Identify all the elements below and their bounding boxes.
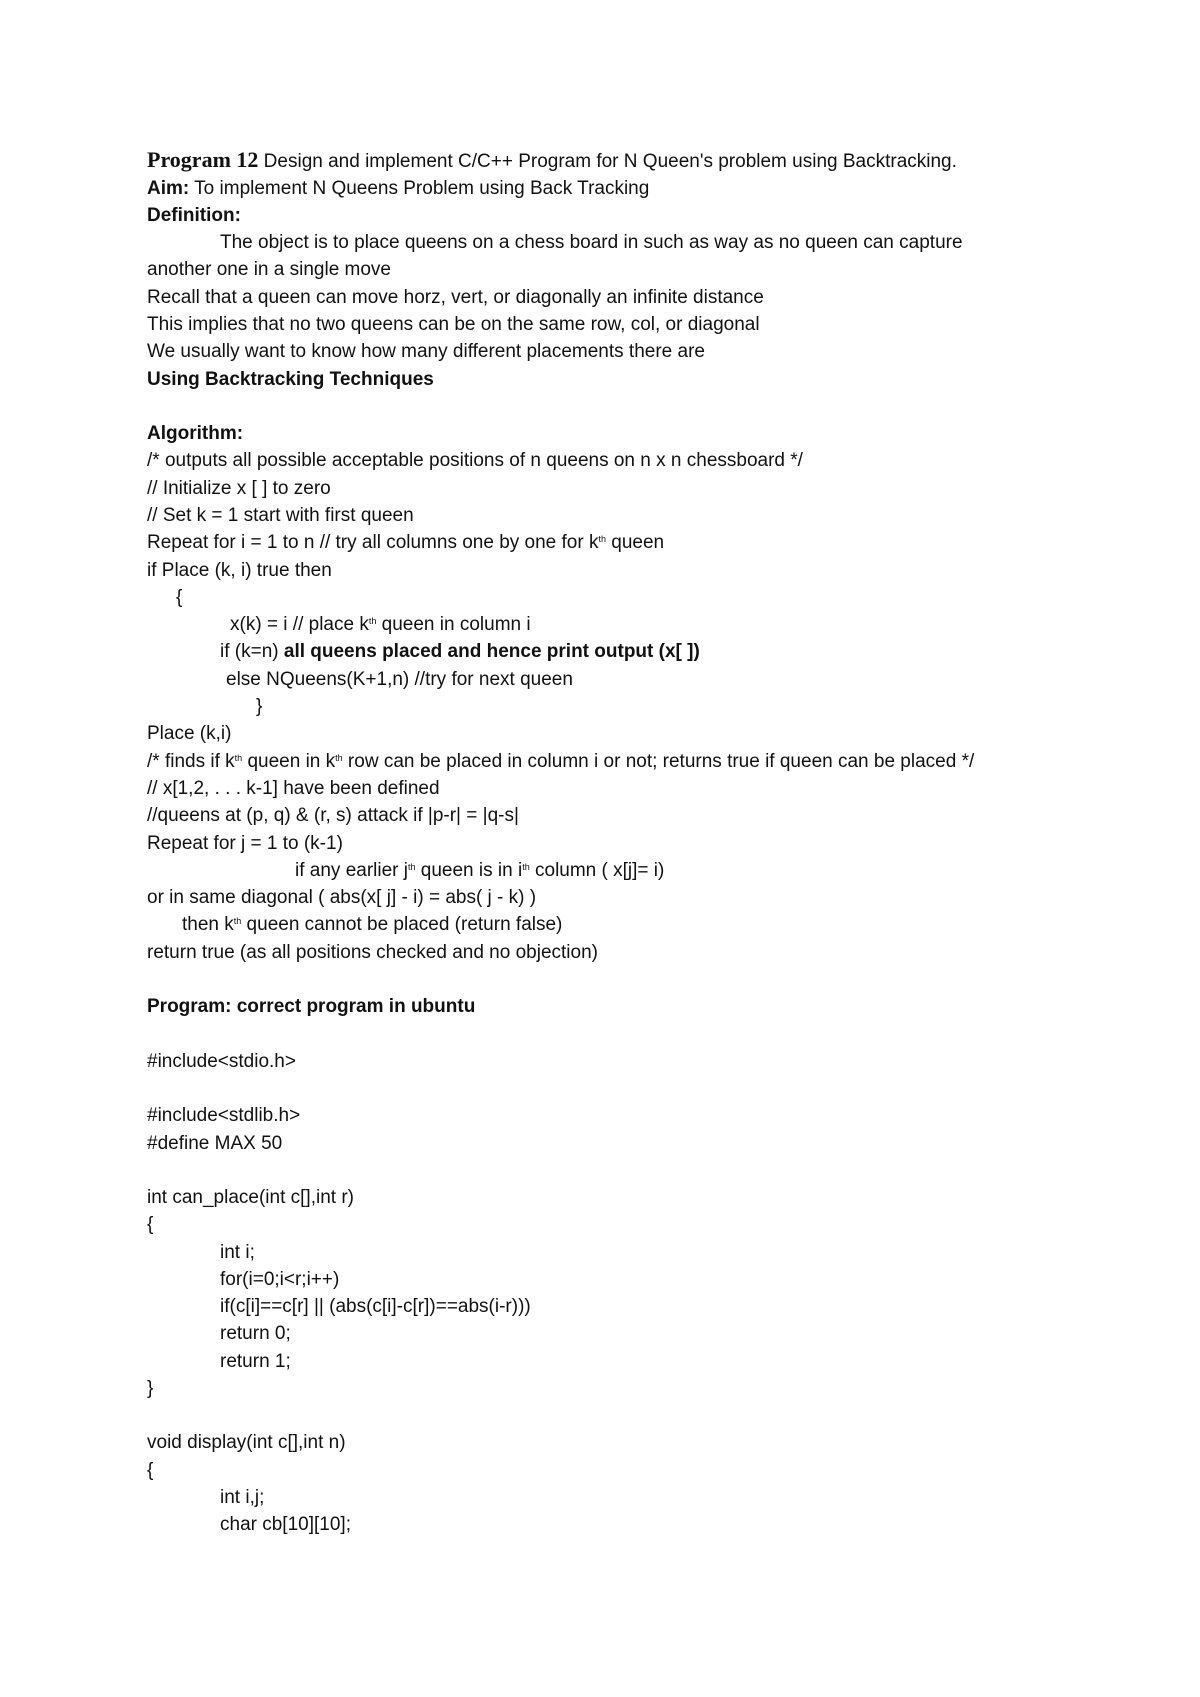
algorithm-line: // x[1,2, . . . k-1] have been defined xyxy=(147,778,440,799)
aim-text: To implement N Queens Problem using Back Tracking xyxy=(189,178,650,199)
program-description: Design and implement C/C++ Program for N Queen's problem using Backtracking. xyxy=(258,151,957,172)
algorithm-line: Repeat for j = 1 to (k-1) xyxy=(147,833,343,854)
algorithm-line: { xyxy=(176,587,183,608)
code-line: return 0; xyxy=(220,1323,291,1344)
code-line: int can_place(int c[],int r) xyxy=(147,1187,354,1208)
code-line: return 1; xyxy=(220,1351,291,1372)
algorithm-line: // Set k = 1 start with first queen xyxy=(147,505,414,526)
algorithm-heading: Algorithm: xyxy=(147,423,244,444)
code-line: char cb[10][10]; xyxy=(220,1514,351,1535)
definition-line: another one in a single move xyxy=(147,259,391,280)
definition-line: The object is to place queens on a chess board in such as way as no queen can capture xyxy=(220,232,963,253)
code-line: if(c[i]==c[r] || (abs(c[i]-c[r])==abs(i-r))) xyxy=(220,1296,531,1317)
algorithm-line: x(k) = i // place $k^{th}$ queen in column i xyxy=(230,614,531,635)
algorithm-line: else NQueens(K+1,n) //try for next queen xyxy=(226,669,573,690)
algorithm-line: return true (as all positions checked and no objection) xyxy=(147,942,598,963)
code-line: { xyxy=(147,1460,154,1481)
definition-heading: Definition: xyxy=(147,205,241,226)
code-line: #include<stdio.h> xyxy=(147,1051,296,1072)
definition-line: This implies that no two queens can be on the same row, col, or diagonal xyxy=(147,314,760,335)
program-heading: Program: correct program in ubuntu xyxy=(147,996,476,1017)
definition-line: Recall that a queen can move horz, vert, or diagonally an infinite distance xyxy=(147,287,764,308)
algorithm-line: Repeat for i = 1 to n // try all columns one by one for $k^{th}$ queen xyxy=(147,532,665,553)
program-number: Program 12 xyxy=(147,147,259,172)
aim-line xyxy=(147,177,649,201)
algorithm-line: if (k=n) all queens placed and hence print output (x[ ]) xyxy=(220,641,700,662)
code-line: } xyxy=(147,1378,154,1399)
technique-heading: Using Backtracking Techniques xyxy=(147,369,434,390)
algorithm-line: /* finds if $k^{th}$ queen in $k^{th}$ row can be placed in column i or not; returns true if queen can be placed */ xyxy=(147,751,975,772)
code-line: #define MAX 50 xyxy=(147,1133,283,1154)
algorithm-line: // Initialize x [ ] to zero xyxy=(147,478,331,499)
aim-label: Aim: xyxy=(147,178,190,199)
code-line: #include<stdlib.h> xyxy=(147,1105,301,1126)
code-line: void display(int c[],int n) xyxy=(147,1432,346,1453)
algorithm-line: Place (k,i) xyxy=(147,723,232,744)
algorithm-line: then $k^{th}$ queen cannot be placed (return false) xyxy=(182,914,563,935)
code-line: for(i=0;i<r;i++) xyxy=(220,1269,340,1290)
code-line: int i; xyxy=(220,1242,255,1263)
code-line: { xyxy=(147,1214,154,1235)
definition-line: We usually want to know how many different placements there are xyxy=(147,341,705,362)
algorithm-line: if any earlier $j^{th}$ queen is in $i^{th}$ column ( x[j]= i) xyxy=(295,860,665,881)
algorithm-line: or in same diagonal ( abs(x[ j] - i) = abs( j - k) ) xyxy=(147,887,537,908)
algorithm-line: } xyxy=(256,696,263,717)
algorithm-line: /* outputs all possible acceptable positions of n queens on n x n chessboard */ xyxy=(147,450,803,471)
program-title xyxy=(147,148,957,174)
code-line: int i,j; xyxy=(220,1487,265,1508)
algorithm-line: if Place (k, i) true then xyxy=(147,560,332,581)
algorithm-line: //queens at (p, q) & (r, s) attack if |p-r| = |q-s| xyxy=(147,805,519,826)
